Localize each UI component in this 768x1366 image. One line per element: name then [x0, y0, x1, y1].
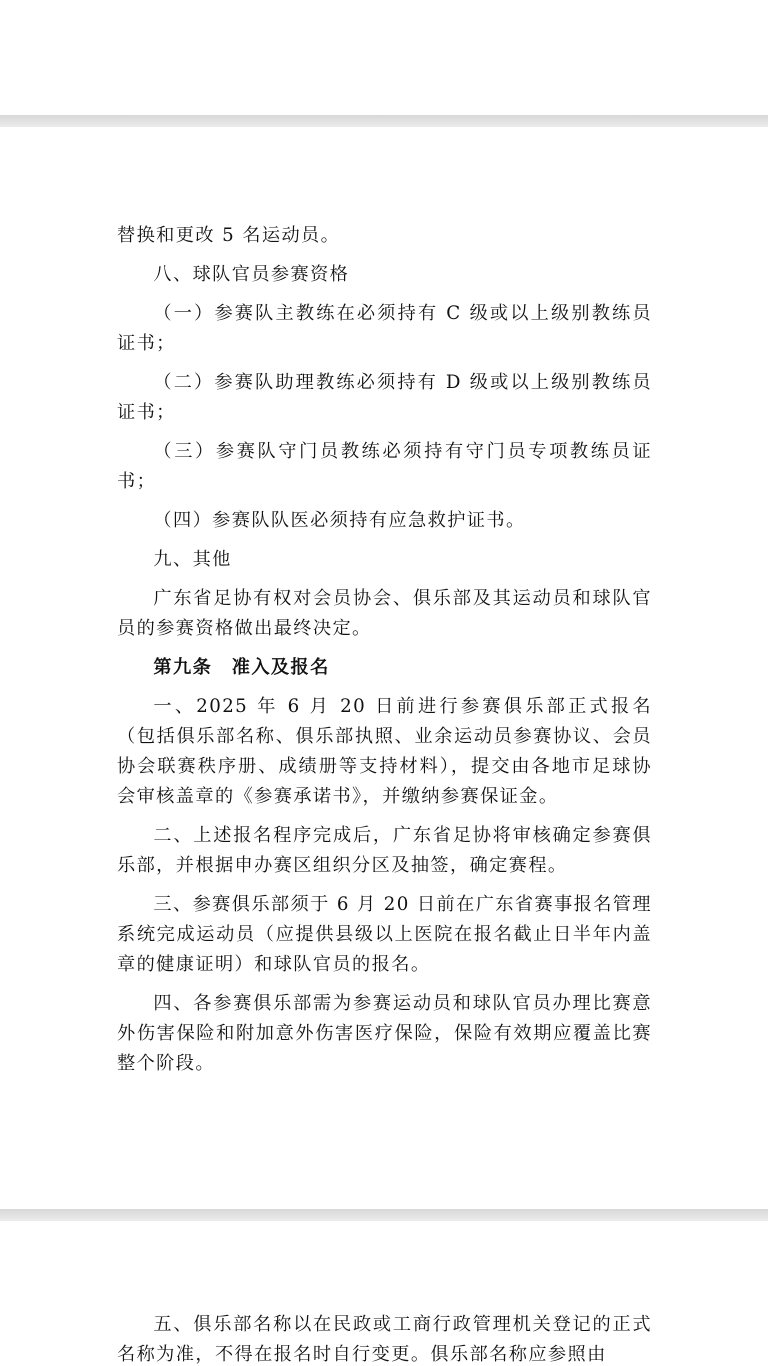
current-page: [0, 127, 768, 1209]
paragraph-registration-4: 四、各参赛俱乐部需为参赛运动员和球队官员办理比赛意外伤害保险和附加意外伤害医疗保险，保险有效期应覆盖比赛整个阶段。: [117, 993, 652, 1074]
paragraph-item-3: （三）参赛队守门员教练必须持有守门员专项教练员证书；: [117, 441, 652, 492]
page-content: [117, 1310, 652, 1366]
paragraph-final-decision: 广东省足协有权对会员协会、俱乐部及其运动员和球队官员的参赛资格做出最终决定。: [117, 588, 652, 639]
section-heading-officials: 八、球队官员参赛资格: [153, 264, 350, 285]
paragraph-continuation: 替换和更改 5 名运动员。: [117, 225, 341, 246]
page-separator: [0, 1209, 768, 1221]
previous-page: [0, 0, 768, 115]
paragraph-item-4: （四）参赛队队医必须持有应急救护证书。: [153, 510, 526, 531]
section-heading-other: 九、其他: [153, 549, 232, 570]
article-heading-registration: 第九条 准入及报名: [153, 657, 330, 678]
page-separator: [0, 115, 768, 127]
paragraph-item-2: （二）参赛队助理教练必须持有 D 级或以上级别教练员证书；: [117, 372, 652, 423]
page-content: [117, 221, 652, 1088]
paragraph-item-1: （一）参赛队主教练在必须持有 C 级或以上级别教练员证书；: [117, 303, 652, 354]
paragraph-registration-5: 五、俱乐部名称以在民政或工商行政管理机关登记的正式名称为准，不得在报名时自行变更。俱乐部名称应参照由: [117, 1314, 652, 1365]
next-page: [0, 1221, 768, 1366]
paragraph-registration-2: 二、上述报名程序完成后，广东省足协将审核确定参赛俱乐部，并根据申办赛区组织分区及抽签，确定赛程。: [117, 825, 652, 876]
paragraph-registration-3: 三、参赛俱乐部须于 6 月 20 日前在广东省赛事报名管理系统完成运动员（应提供县级以上医院在报名截止日半年内盖章的健康证明）和球队官员的报名。: [117, 894, 652, 975]
paragraph-registration-1: 一、2025 年 6 月 20 日前进行参赛俱乐部正式报名（包括俱乐部名称、俱乐部执照、业余运动员参赛协议、会员协会联赛秩序册、成绩册等支持材料），提交由各地市足球协会审核盖章的《参赛承诺书》，并缴纳参赛保证金。: [117, 696, 652, 807]
